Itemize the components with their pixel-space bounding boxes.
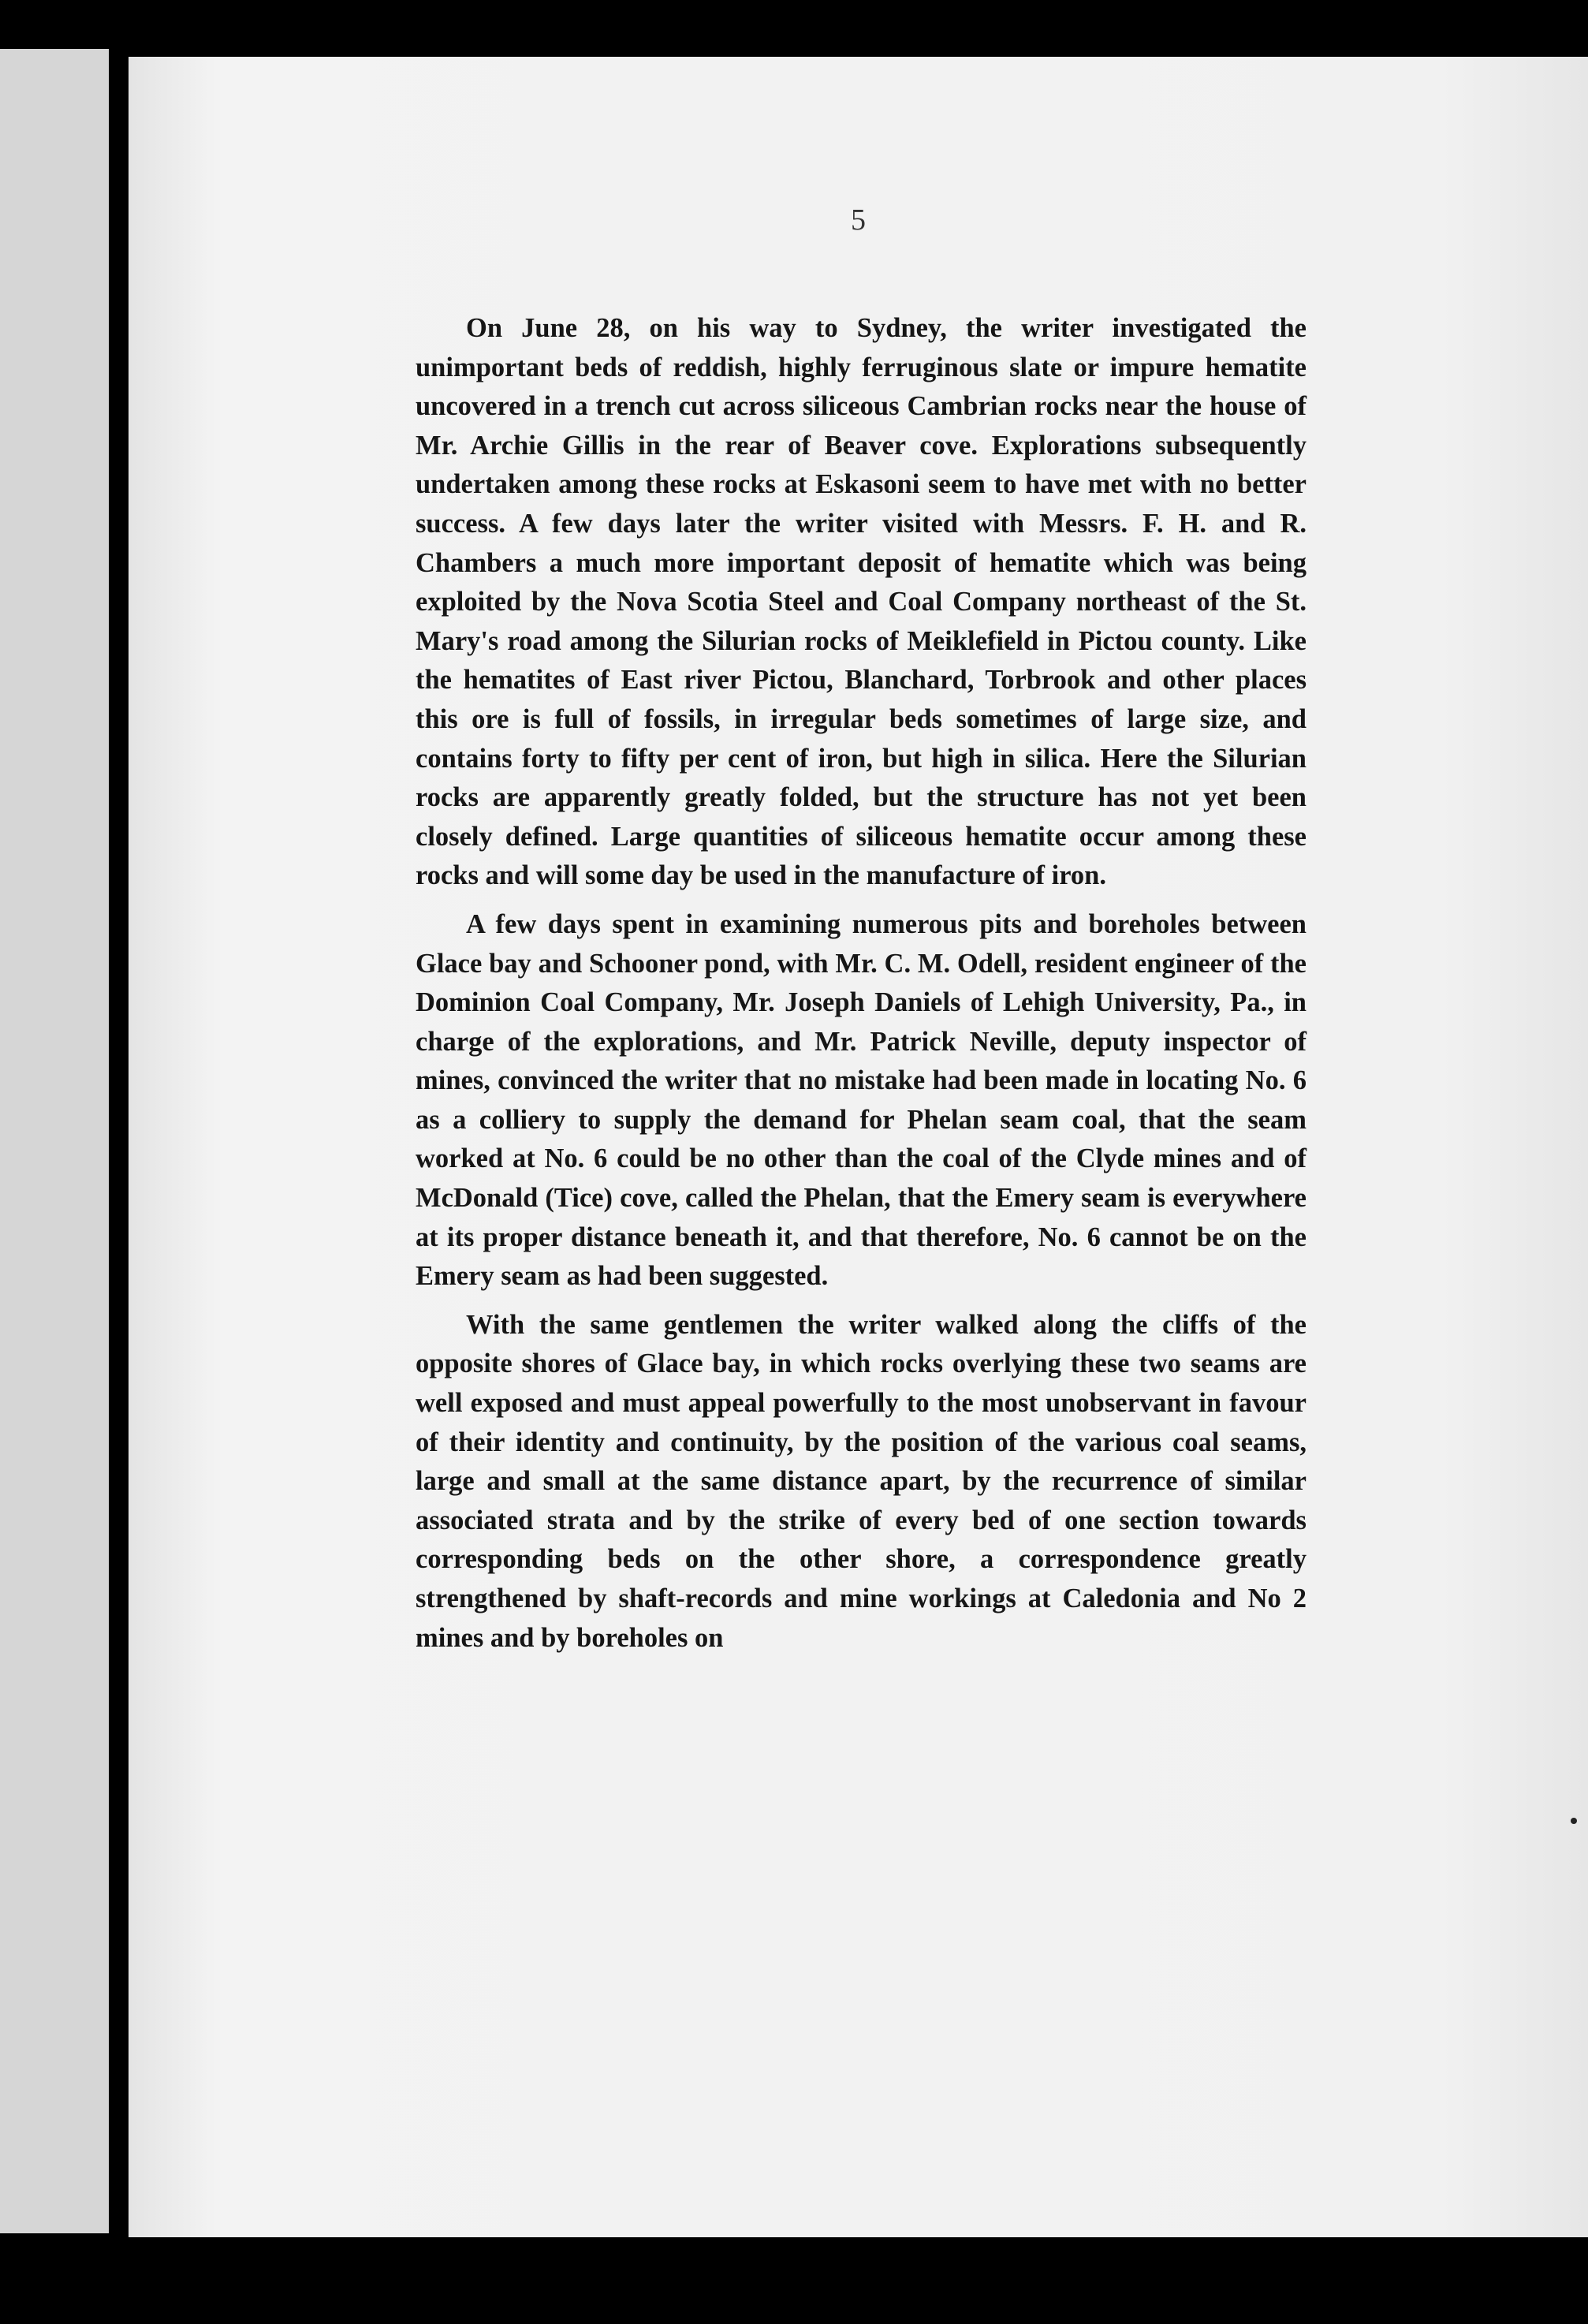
- body-text: [416, 309, 1307, 1667]
- paragraph-3: With the same gentlemen the writer walked along the cliffs of the opposite shores of Glace bay, in which rocks overlying these two seams are well exposed and must appeal powerfully to the most unobservant in favour of their identity and continuity, by the position of the various coal seams, large and small at the same distance apart, by the recurrence of similar associated strata and by the strike of every bed of one section towards corresponding beds on the other shore, a correspondence greatly strengthened by shaft-records and mine workings at Caledonia and No 2 mines and by boreholes on: [416, 1309, 1307, 1653]
- page-number: 5: [851, 203, 866, 237]
- document-page: [129, 57, 1588, 2237]
- paragraph-2: A few days spent in examining numerous pits and boreholes between Glace bay and Schooner pond, with Mr. C. M. Odell, resident engineer of the Dominion Coal Company, Mr. Joseph Daniels of Lehigh University, Pa., in charge of the explorations, and Mr. Patrick Neville, deputy inspector of mines, convinced the writer that no mistake had been made in locating No. 6 as a colliery to supply the demand for Phelan seam coal, that the seam worked at No. 6 could be no other than the coal of the Clyde mines and of McDonald (Tice) cove, called the Phelan, that the Emery seam is everywhere at its proper distance beneath it, and that therefore, No. 6 cannot be on the Emery seam as had been suggested.: [416, 908, 1307, 1292]
- scan-speck: [1571, 1818, 1577, 1824]
- adjacent-page-edge: [0, 49, 109, 2233]
- paragraph-1: On June 28, on his way to Sydney, the writer investigated the unimportant beds of reddish, highly ferruginous slate or impure hematite uncovered in a trench cut across siliceous Cambrian rocks near the house of Mr. Archie Gillis in the rear of Beaver cove. Explorations subsequently undertaken among these rocks at Eskasoni seem to have met with no better success. A few days later the writer visited with Messrs. F. H. and R. Chambers a much more important deposit of hematite which was being exploited by the Nova Scotia Steel and Coal Company northeast of the St. Mary's road among the Silurian rocks of Meiklefield in Pictou county. Like the hematites of East river Pictou, Blanchard, Torbrook and other places this ore is full of fossils, in irregular beds sometimes of large size, and contains forty to fifty per cent of iron, but high in silica. Here the Silurian rocks are apparently greatly folded, but the structure has not yet been closely defined. Large quantities of siliceous hematite occur among these rocks and will some day be used in the manufacture of iron.: [416, 313, 1307, 891]
